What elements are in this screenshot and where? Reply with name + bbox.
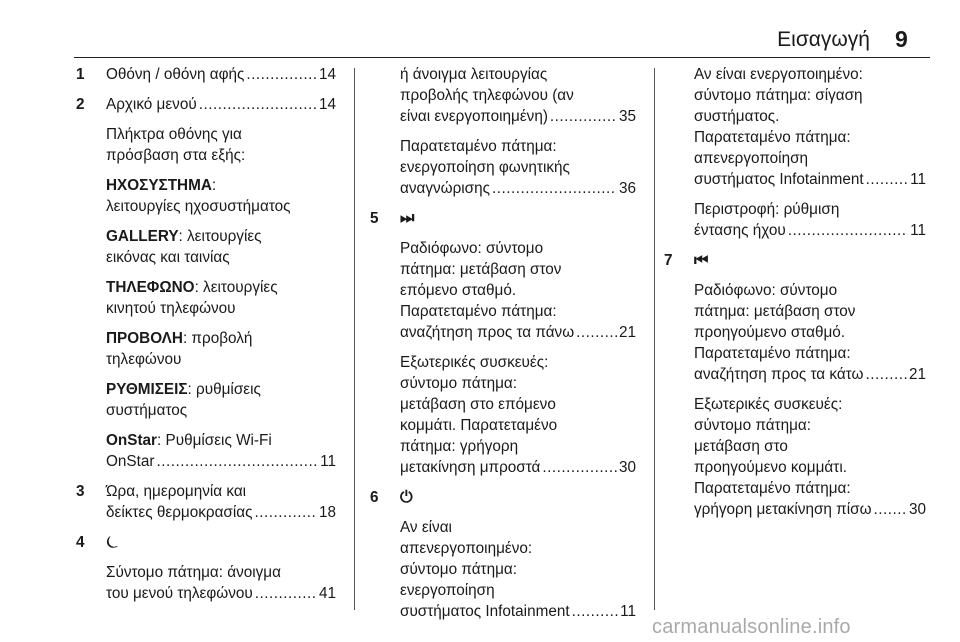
entry-5 (370, 208, 636, 478)
entry-4: 4 ⏾ Σύντομο πάτημα: άνοιγμα του μενού τηλεφώνου ..... 41 (76, 532, 336, 604)
entry-number: 7 (664, 252, 673, 269)
entry-1 (76, 64, 336, 85)
toc-line: συστήματος Infotainment ..... 11 (400, 601, 636, 622)
page-ref: 36 (618, 180, 636, 197)
toc-line: αναγνώρισης ..... 36 (400, 178, 636, 199)
previous-track-icon: ⏮ (694, 252, 709, 269)
entry-6 (370, 487, 636, 622)
entry-7 (664, 250, 926, 520)
key-description: OnStar: Ρυθμίσεις Wi-Fi OnStar ..... 11 (106, 430, 336, 472)
paragraph: Περιστροφή: ρύθμιση έντασης ήχου ..... 11 (664, 199, 926, 241)
paragraph: Πλήκτρα οθόνης για πρόσβαση στα εξής: (106, 126, 246, 164)
next-track-icon: ⏭ (400, 210, 415, 227)
page-ref: 41 (318, 585, 336, 602)
paragraph: Εξωτερικές συσκευές: σύντομο πάτημα: μετάβαση στο επόμενο κομμάτι. Παρατεταμένο πάτημα: γρήγορη μετακίνηση μπροστά ..... 30 (400, 352, 636, 478)
entry-number: 1 (76, 66, 85, 83)
column-1 (76, 64, 336, 613)
page-ref: 35 (618, 108, 636, 125)
page-number: 9 (895, 26, 908, 52)
paragraph: Αν είναι απενεργοποιημένο: σύντομο πάτημα: ενεργοποίηση συστήματος Infotainment ..... 11 (400, 517, 636, 622)
column-3 (664, 64, 926, 529)
entry-number: 4 (76, 534, 85, 551)
toc-line: αναζήτηση προς τα κάτω ..... 21 (694, 364, 926, 385)
toc-line: του μενού τηλεφώνου ..... 41 (106, 583, 336, 604)
entry-number: 5 (370, 210, 379, 227)
page-ref: 14 (318, 66, 336, 83)
page-ref: 21 (618, 324, 636, 341)
page-ref: 14 (318, 96, 336, 113)
column-divider-1 (354, 68, 355, 610)
paragraph: ή άνοιγμα λειτουργίας προβολής τηλεφώνου (αν είναι ενεργοποιημένη) ..... 35 (370, 64, 636, 127)
page-ref: 30 (618, 459, 636, 476)
entry-number: 6 (370, 489, 379, 506)
paragraph: Ραδιόφωνο: σύντομο πάτημα: μετάβαση στον επόμενο σταθμό. Παρατεταμένο πάτημα: αναζήτηση προς τα πάνω ..... 21 (400, 238, 636, 343)
paragraph: Ραδιόφωνο: σύντομο πάτημα: μετάβαση στον προηγούμενο σταθμό. Παρατεταμένο πάτημα: αναζήτηση προς τα κάτω ..... 21 (694, 280, 926, 385)
paragraph: Παρατεταμένο πάτημα: ενεργοποίηση φωνητικής αναγνώρισης ..... 36 (370, 136, 636, 199)
page-ref: 18 (318, 504, 336, 521)
key-description: ΗΧΟΣΥΣΤΗΜΑ: λειτουργίες ηχοσυστήματος (106, 177, 291, 215)
toc-line: γρήγορη μετακίνηση πίσω ..... 30 (694, 499, 926, 520)
column-2 (370, 64, 636, 631)
toc-line: δείκτες θερμοκρασίας ..... 18 (106, 502, 336, 523)
page-ref: 11 (320, 453, 336, 470)
page-ref: 21 (908, 366, 926, 383)
toc-line: αναζήτηση προς τα πάνω ..... 21 (400, 322, 636, 343)
key-description: ΠΡΟΒΟΛΗ: προβολή τηλεφώνου (106, 330, 253, 368)
watermark: carmanualsonline.info (652, 616, 851, 638)
toc-line: είναι ενεργοποιημένη) ..... 35 (400, 106, 636, 127)
paragraph: Αν είναι ενεργοποιημένο: σύντομο πάτημα: σίγαση συστήματος. Παρατεταμένο πάτημα: απενεργοποίηση συστήματος Infotainment ..... 11 (664, 64, 926, 190)
toc-line: μετακίνηση μπροστά ..... 30 (400, 457, 636, 478)
key-description: ΤΗΛΕΦΩΝΟ: λειτουργίες κινητού τηλεφώνου (106, 279, 278, 317)
entry-number: 2 (76, 96, 85, 113)
power-icon: ⏻ (400, 489, 413, 506)
phone-icon: ⏾ (106, 534, 119, 551)
page-ref: 11 (620, 603, 636, 620)
key-description: GALLERY: λειτουργίες εικόνας και ταινίας (106, 228, 262, 266)
key-description: ΡΥΘΜΙΣΕΙΣ: ρυθμίσεις συστήματος (106, 381, 261, 419)
toc-line: έντασης ήχου ..... 11 (694, 220, 926, 241)
toc-line: Οθόνη / οθόνη αφής ..... 14 (106, 64, 336, 85)
section-title: Εισαγωγή (777, 28, 870, 51)
page-ref: 30 (908, 501, 926, 518)
entry-number: 3 (76, 483, 85, 500)
entry-3: 3 Ώρα, ημερομηνία και δείκτες θερμοκρασίας ..... 18 (76, 481, 336, 523)
toc-line: Αρχικό μενού ..... 14 (106, 94, 336, 115)
page-ref: 11 (910, 222, 926, 239)
column-divider-2 (654, 68, 655, 610)
header-rule (74, 57, 930, 58)
toc-line: OnStar ..... 11 (106, 451, 336, 472)
toc-line: συστήματος Infotainment ..... 11 (694, 169, 926, 190)
entry-2 (76, 94, 336, 472)
page-ref: 11 (910, 171, 926, 188)
paragraph: Εξωτερικές συσκευές: σύντομο πάτημα: μετάβαση στο προηγούμενο κομμάτι. Παρατεταμένο πάτημα: γρήγορη μετακίνηση πίσω ..... 30 (694, 394, 926, 520)
